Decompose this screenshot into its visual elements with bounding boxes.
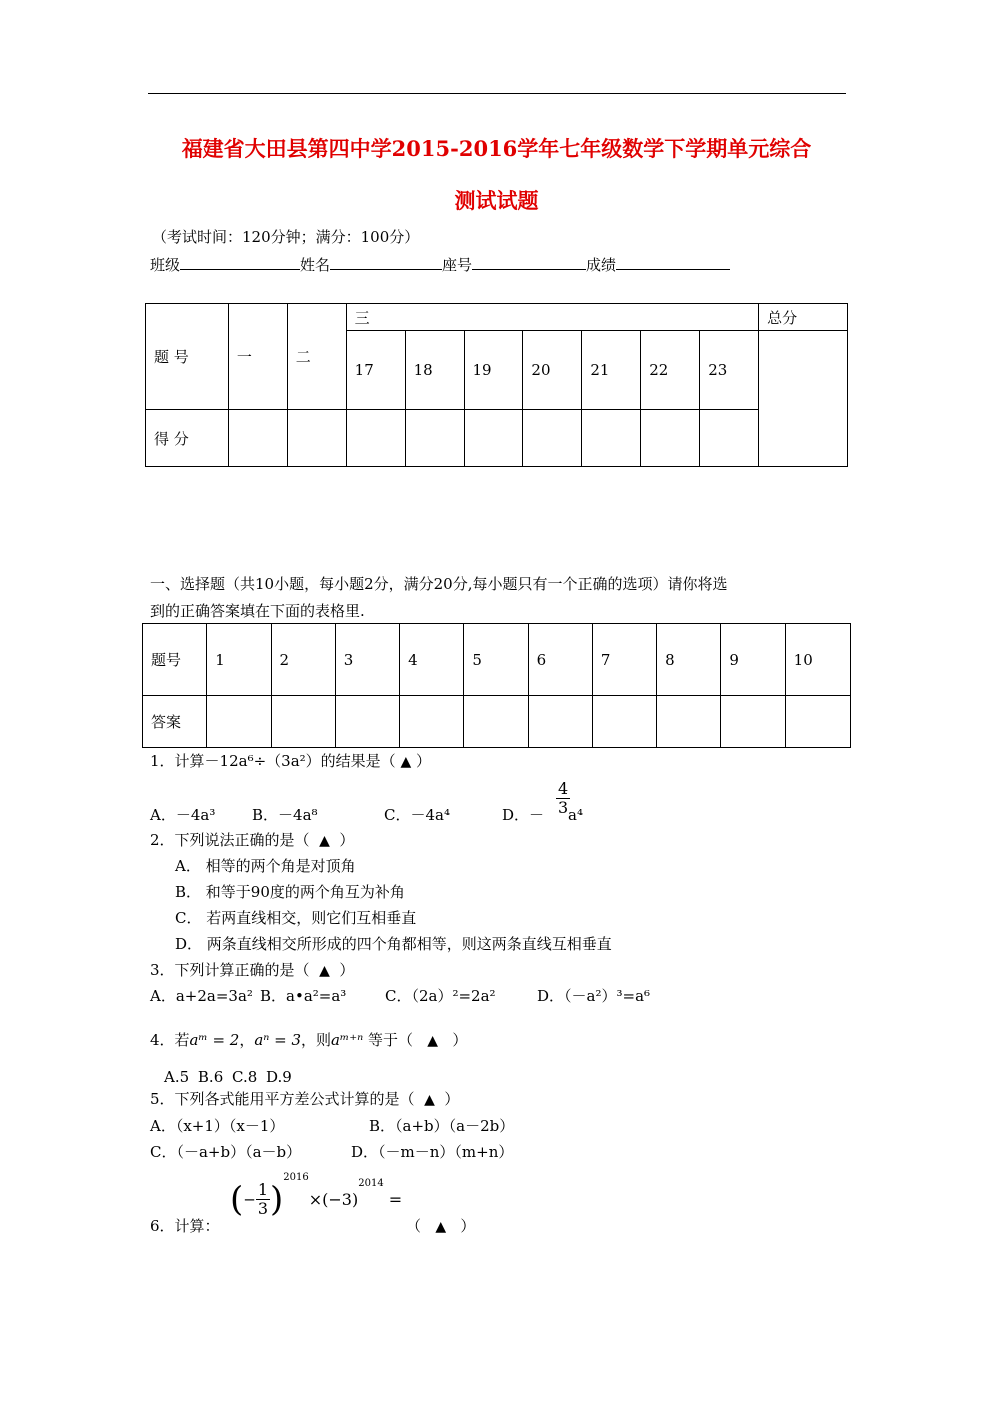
answer-marker: ▲ — [319, 963, 330, 979]
q6-denominator: 3 — [257, 1199, 269, 1218]
answer-cell[interactable] — [657, 696, 721, 748]
answer-cell[interactable] — [721, 696, 785, 748]
answer-cell[interactable] — [271, 696, 335, 748]
answer-row-label: 题号 — [143, 624, 207, 696]
question-1-stem: 1．计算－12a⁶÷（3a²）的结果是（ ▲ ） — [150, 752, 431, 770]
q5-option-c: C．（－a+b）（a－b） — [150, 1143, 302, 1161]
q4-options: A.5 B.6 C.8 D.9 — [164, 1068, 292, 1086]
score-sub-col: 22 — [641, 331, 700, 410]
q2-option-c: C． 若两直线相交，则它们互相垂直 — [175, 909, 417, 927]
q5-option-d: D．（－m－n）（m+n） — [351, 1143, 514, 1161]
q6-exponent-1: 2016 — [283, 1172, 309, 1183]
field-seat-blank[interactable] — [472, 255, 586, 270]
fraction-numerator: 4 — [558, 779, 569, 798]
q1-text: 1．计算－12a⁶÷（3a²）的结果是（ — [150, 752, 396, 770]
question-4-stem: 4．若aᵐ = 2，aⁿ = 3，则aᵐ⁺ⁿ 等于（ ▲ ） — [150, 1031, 468, 1049]
score-row-label: 题 号 — [146, 304, 229, 410]
field-seat-label: 座号 — [442, 256, 473, 274]
q2-option-d: D． 两条直线相交所形成的四个角都相等，则这两条直线互相垂直 — [175, 935, 612, 953]
score-cell[interactable] — [346, 410, 405, 467]
score-col-3-group: 三 — [346, 304, 758, 331]
q6-numerator: 1 — [257, 1180, 269, 1199]
field-name-label: 姓名 — [300, 256, 331, 274]
field-score-blank[interactable] — [616, 255, 730, 270]
answer-cell[interactable] — [464, 696, 528, 748]
answer-marker: ▲ — [400, 754, 412, 770]
q6-exponent-2: 2014 — [358, 1178, 384, 1189]
answer-row2-label: 答案 — [143, 696, 207, 748]
score-cell[interactable] — [405, 410, 464, 467]
score-sub-col: 19 — [464, 331, 523, 410]
question-5-stem: 5．下列各式能用平方差公式计算的是（ ▲ ） — [150, 1090, 460, 1108]
q6-base-2: ×(−3) — [308, 1190, 359, 1209]
fraction-denominator: 3 — [558, 798, 569, 817]
answer-table — [142, 623, 851, 748]
field-class-label: 班级 — [150, 256, 181, 274]
page-title: 福建省大田县第四中学2015-2016学年七年级数学下学期单元综合 — [181, 136, 812, 161]
q3-option-d: D．（－a²）³=a⁶ — [537, 987, 651, 1005]
q6-equals: = — [383, 1190, 403, 1209]
section1-intro-line2: 到的正确答案填在下面的表格里. — [150, 602, 365, 620]
score-total-cell[interactable] — [759, 331, 848, 467]
score-table — [145, 303, 848, 467]
q1-option-b: B．－4a⁸ — [252, 806, 318, 824]
answer-marker: ▲ — [427, 1033, 439, 1049]
answer-number: 8 — [657, 624, 721, 696]
q2-option-a: A． 相等的两个角是对顶角 — [175, 857, 356, 875]
open-paren: ( — [230, 1179, 244, 1220]
q4-prefix: 4．若 — [150, 1031, 190, 1049]
q2-option-b: B． 和等于90度的两个角互为补角 — [175, 883, 405, 901]
question-6-stem: 6．计算： — [150, 1217, 220, 1235]
answer-number: 3 — [335, 624, 399, 696]
answer-number: 5 — [464, 624, 528, 696]
score-total-header: 总分 — [759, 304, 848, 331]
answer-cell[interactable] — [400, 696, 464, 748]
q3-option-b: B．a•a²=a³ — [260, 987, 347, 1005]
q1-option-d-suffix: a⁴ — [568, 806, 583, 824]
q5-option-b: B．（a+b）（a－2b） — [369, 1117, 515, 1135]
answer-cell[interactable] — [785, 696, 850, 748]
q3-text: 3．下列计算正确的是（ — [150, 961, 310, 979]
answer-number: 7 — [592, 624, 656, 696]
q6-expression: (− $\frac{1}{3}$ )$^{2016}\times(-3)^{2014}$ = — [230, 1172, 403, 1220]
answer-marker: ▲ — [435, 1219, 447, 1235]
answer-number: 4 — [400, 624, 464, 696]
q1-option-c: C．－4a⁴ — [384, 806, 450, 824]
q1-option-a: A．－4a³ — [150, 806, 216, 824]
q5-text: 5．下列各式能用平方差公式计算的是（ — [150, 1090, 415, 1108]
score-cell[interactable] — [582, 410, 641, 467]
field-name-blank[interactable] — [330, 255, 442, 270]
answer-marker: ▲ — [319, 833, 330, 849]
answer-cell[interactable] — [207, 696, 271, 748]
header-rule — [148, 93, 846, 94]
answer-cell[interactable] — [335, 696, 399, 748]
page-title-line2: 测试试题 — [454, 188, 539, 213]
score-sub-col: 18 — [405, 331, 464, 410]
q2-text: 2．下列说法正确的是（ — [150, 831, 310, 849]
exam-info: （考试时间：120分钟；满分：100分） — [152, 228, 420, 246]
section1-intro-line1: 一、选择题（共10小题，每小题2分，满分20分,每小题只有一个正确的选项）请你将选 — [150, 575, 728, 593]
answer-number: 2 — [271, 624, 335, 696]
score-sub-col: 21 — [582, 331, 641, 410]
answer-marker: ▲ — [424, 1092, 435, 1108]
score-cell[interactable] — [464, 410, 523, 467]
answer-cell[interactable] — [592, 696, 656, 748]
field-class-blank[interactable] — [180, 255, 300, 270]
answer-number: 6 — [528, 624, 592, 696]
q5-option-a: A．（x+1）（x－1） — [150, 1117, 285, 1135]
score-row2-label: 得 分 — [146, 410, 229, 467]
q1-option-d-prefix: D．－ — [502, 806, 545, 824]
q4-expression-1: aᵐ = 2 — [189, 1031, 240, 1049]
score-cell[interactable] — [700, 410, 759, 467]
close-paren: ) — [270, 1179, 284, 1220]
score-cell[interactable] — [228, 410, 287, 467]
score-cell[interactable] — [641, 410, 700, 467]
q6-answer-bracket: （ ▲ ） — [406, 1217, 476, 1235]
score-col-1: 一 — [228, 304, 287, 410]
score-sub-col: 23 — [700, 331, 759, 410]
answer-number: 1 — [207, 624, 271, 696]
q4-expression-2: aⁿ = 3 — [254, 1031, 302, 1049]
q4-expression-3: aᵐ⁺ⁿ — [331, 1031, 364, 1049]
q4-mid: ，则 — [301, 1031, 332, 1049]
q3-option-c: C．（2a）²=2a² — [385, 987, 496, 1005]
answer-cell[interactable] — [528, 696, 592, 748]
answer-number: 9 — [721, 624, 785, 696]
q4-suffix: 等于（ — [367, 1031, 413, 1049]
q3-option-a: A．a+2a=3a² — [150, 987, 253, 1005]
score-cell[interactable] — [287, 410, 346, 467]
field-score-label: 成绩 — [586, 256, 617, 274]
score-col-2: 二 — [287, 304, 346, 410]
score-sub-col: 17 — [346, 331, 405, 410]
answer-number: 10 — [785, 624, 850, 696]
score-cell[interactable] — [523, 410, 582, 467]
score-sub-col: 20 — [523, 331, 582, 410]
question-2-stem: 2．下列说法正确的是（ ▲ ） — [150, 831, 355, 849]
question-3-stem: 3．下列计算正确的是（ ▲ ） — [150, 961, 355, 979]
student-info-fields — [150, 255, 730, 274]
